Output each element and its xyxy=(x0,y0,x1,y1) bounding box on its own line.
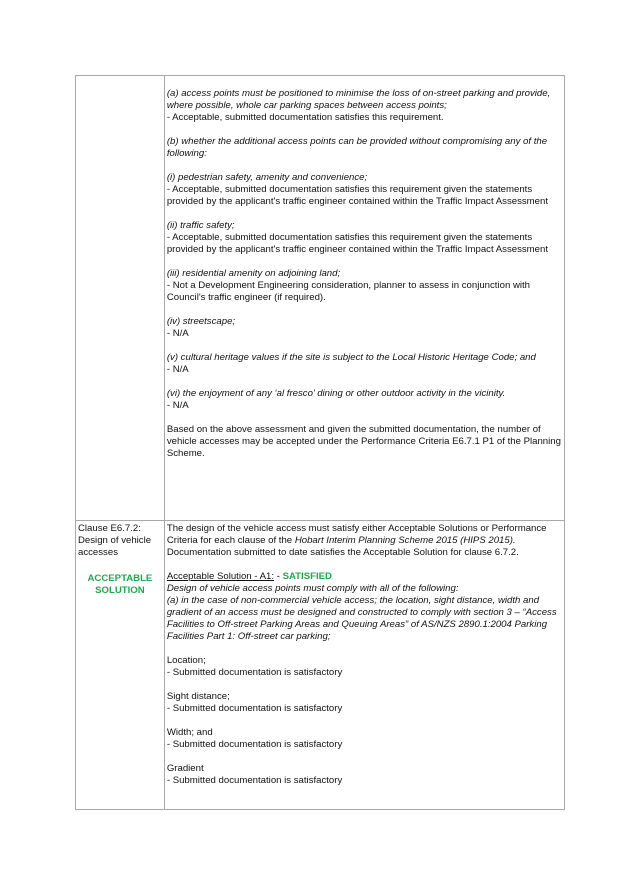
assessment-cell xyxy=(164,521,564,810)
design-requirement: Design of vehicle access points must comply with all of the following: xyxy=(166,583,459,594)
as-label: Acceptable Solution - A1: xyxy=(166,571,275,582)
sight-label: Sight distance; xyxy=(166,691,230,702)
criterion-a: (a) access points must be positioned to minimise the loss of on-street parking and provide, where possible, whole car parking spaces between access points; xyxy=(166,88,551,111)
location-label: Location; xyxy=(166,655,206,666)
assessment-table xyxy=(75,75,565,810)
status-badge: ACCEPTABLE SOLUTION xyxy=(87,573,153,596)
gradient-response: - Submitted documentation is satisfactory xyxy=(166,775,343,786)
intro-text xyxy=(167,523,562,547)
location-response: - Submitted documentation is satisfactory xyxy=(166,667,343,678)
response-iv: - N/A xyxy=(166,328,189,339)
criterion-i: (i) pedestrian safety, amenity and convenience; xyxy=(166,172,368,183)
response-iii: - Not a Development Engineering consideration, planner to assess in conjunction with Council's traffic engineer (if required). xyxy=(166,280,530,303)
as-dash: - xyxy=(274,571,283,582)
criterion-b: (b) whether the additional access points can be provided without compromising any of the following: xyxy=(166,136,548,159)
criterion-ii: (ii) traffic safety; xyxy=(166,220,235,231)
table-row xyxy=(76,521,565,810)
acceptable-solution-heading xyxy=(167,571,562,583)
intro-post: Documentation submitted to date satisfies the Acceptable Solution for clause 6.7.2. xyxy=(166,547,519,558)
scheme-name: Hobart Interim Planning Scheme 2015 (HIPS 2015). xyxy=(294,535,516,546)
conclusion-text: Based on the above assessment and given the submitted documentation, the number of vehicle accesses may be accepted under the Performance Criteria E6.7.1 P1 of the Planning Scheme. xyxy=(166,424,561,459)
response-i: - Acceptable, submitted documentation satisfies this requirement given the statements provided by the applicant's traffic engineer contained within the Traffic Impact Assessment xyxy=(166,184,549,207)
response-ii: - Acceptable, submitted documentation satisfies this requirement given the statements provided by the applicant's traffic engineer contained within the Traffic Impact Assessment xyxy=(166,232,549,255)
criterion-iii: (iii) residential amenity on adjoining land; xyxy=(166,268,341,279)
gradient-label: Gradient xyxy=(166,763,204,774)
sight-response: - Submitted documentation is satisfactory xyxy=(166,703,343,714)
assessment-cell xyxy=(164,76,564,521)
satisfied-badge: SATISFIED xyxy=(282,571,332,582)
table-row xyxy=(76,76,565,521)
clause-cell-empty xyxy=(76,76,165,521)
clause-title: Clause E6.7.2: Design of vehicle accesses xyxy=(78,523,152,558)
response-a: - Acceptable, submitted documentation satisfies this requirement. xyxy=(166,112,444,123)
width-response: - Submitted documentation is satisfactory xyxy=(166,739,343,750)
clause-cell xyxy=(76,521,165,810)
criterion-vi: (vi) the enjoyment of any ‘al fresco’ dining or other outdoor activity in the vicinity. xyxy=(166,388,506,399)
response-vi: - N/A xyxy=(166,400,189,411)
requirement-a: (a) in the case of non-commercial vehicle access; the location, sight distance, width and gradient of an access must be designed and constructed to comply with section 3 – “Access Facilities to Off-street Parking Areas and Queuing Areas” of AS/NZS 2890.1:2004 Parking Facilities Part 1: Off-street car parking; xyxy=(166,595,557,642)
criterion-iv: (iv) streetscape; xyxy=(166,316,236,327)
response-v: - N/A xyxy=(166,364,189,375)
intro-pre: The design of the vehicle access must satisfy either Acceptable Solutions or Performance Criteria for each clause of the xyxy=(166,523,547,546)
criterion-v: (v) cultural heritage values if the site is subject to the Local Historic Heritage Code; and xyxy=(166,352,536,363)
width-label: Width; and xyxy=(166,727,213,738)
